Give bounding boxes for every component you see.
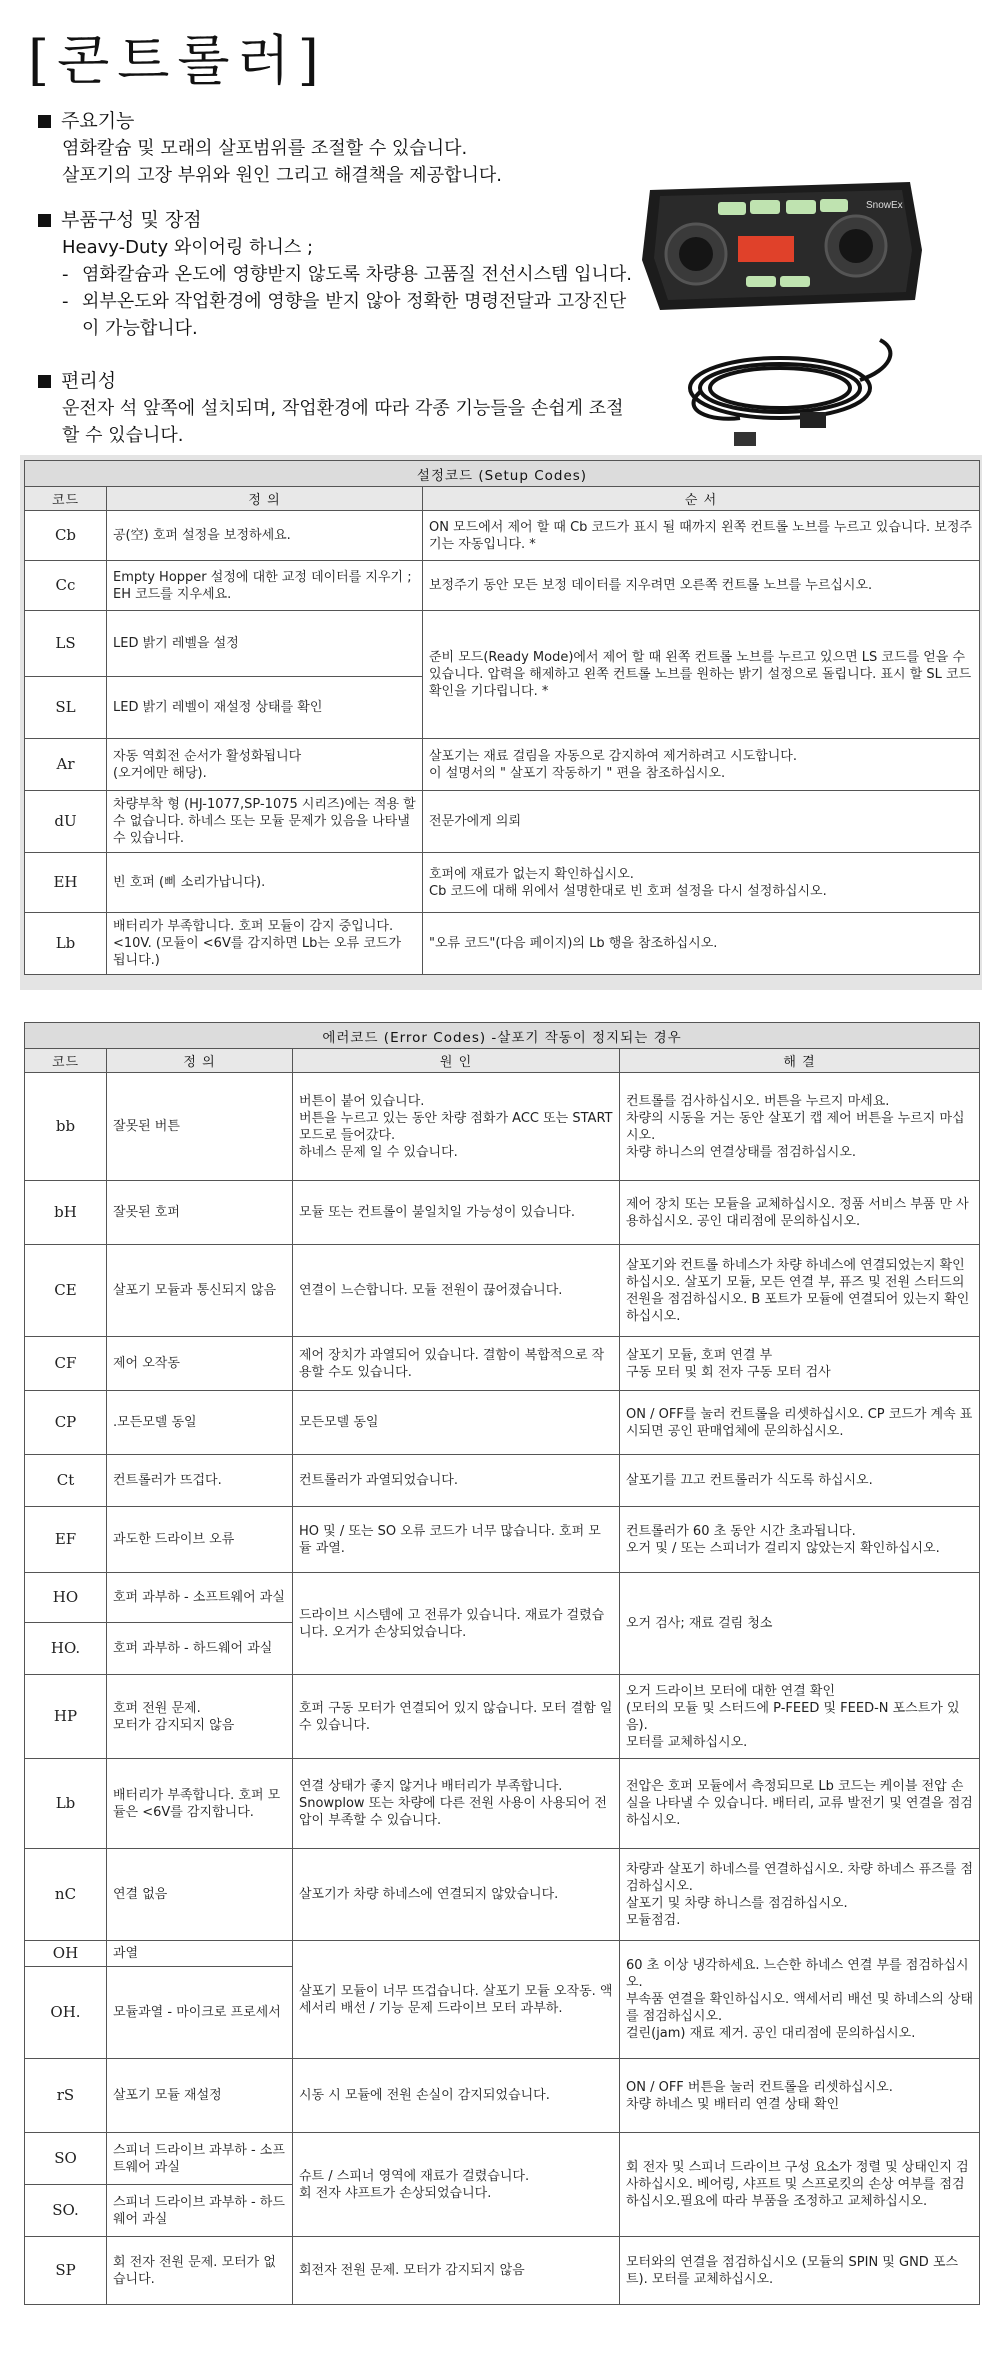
wiring-harness-icon <box>690 340 890 419</box>
definition-cell: 모듈과열 - 마이크로 프로세서 <box>107 1967 293 2059</box>
definition-cell: 자동 역회전 순서가 활성화됩니다 (오거에만 해당). <box>107 739 423 791</box>
code-cell: OH <box>25 1941 107 1967</box>
definition-cell: Empty Hopper 설정에 대한 교정 데이터를 지우기 ; EH 코드를 지우세요. <box>107 561 423 611</box>
controller-product-image <box>630 160 930 450</box>
definition-cell: .모든모델 동일 <box>107 1391 293 1455</box>
cause-cell: 회전자 전원 문제. 모터가 감지되지 않음 <box>293 2237 620 2305</box>
code-cell: bb <box>25 1073 107 1181</box>
cause-cell: 모듈 또는 컨트롤이 불일치일 가능성이 있습니다. <box>293 1181 620 1245</box>
code-cell: EH <box>25 853 107 913</box>
cause-cell: 연결이 느슨합니다. 모듈 전원이 끊어졌습니다. <box>293 1245 620 1337</box>
solution-cell: 전압은 호퍼 모듈에서 측정되므로 Lb 코드는 케이블 전압 손실을 나타낼 수 있습니다. 배터리, 교류 발전기 및 연결을 점검하십시오. <box>620 1759 980 1849</box>
code-cell: SO. <box>25 2185 107 2237</box>
table-row <box>25 1181 980 1245</box>
definition-cell: 호퍼 과부하 - 소프트웨어 과실 <box>107 1573 293 1623</box>
code-cell: Ct <box>25 1455 107 1507</box>
connector-icon <box>800 412 826 428</box>
solution-cell: 살포기를 끄고 컨트롤러가 식도록 하십시오. <box>620 1455 980 1507</box>
code-cell: dU <box>25 791 107 853</box>
cause-cell: 드라이브 시스템에 고 전류가 있습니다. 재료가 걸렸습니다. 오거가 손상되었습니다. <box>293 1573 620 1675</box>
solution-cell: 살포기와 컨트롤 하네스가 차량 하네스에 연결되었는지 확인하십시오. 살포기 모듈, 모든 연결 부, 퓨즈 및 전원 스터드의 전원을 점검하십시오. B 포트가 모듈에 연결되어 있는지 확인하십시오. <box>620 1245 980 1337</box>
setup-table-title: 설정코드 (Setup Codes) <box>25 461 980 487</box>
intro-sections <box>38 108 638 467</box>
solution-cell: 컨트롤를 검사하십시오. 버튼을 누르지 마세요. 차량의 시동을 거는 동안 살포기 캡 제어 버튼을 누르지 마십시오. 차량 하니스의 연결상태를 점검하십시오. <box>620 1073 980 1181</box>
section-heading: 부품구성 및 장점 <box>61 209 202 231</box>
definition-cell: 스피너 드라이브 과부하 - 소프트웨어 과실 <box>107 2133 293 2185</box>
definition-cell: 배터리가 부족합니다. 호퍼 모듈은 <6V를 감지합니다. <box>107 1759 293 1849</box>
table-row <box>25 1849 980 1941</box>
solution-cell: ON / OFF를 눌러 컨트롤을 리셋하십시오. CP 코드가 계속 표시되면 공인 판매업체에 문의하십시오. <box>620 1391 980 1455</box>
cause-cell: 살포기가 차량 하네스에 연결되지 않았습니다. <box>293 1849 620 1941</box>
table-row <box>25 2133 980 2185</box>
col-header: 해 결 <box>620 1049 980 1073</box>
table-row <box>25 611 980 677</box>
cause-cell: 호퍼 구동 모터가 연결되어 있지 않습니다. 모터 결함 일 수 있습니다. <box>293 1675 620 1759</box>
table-row <box>25 913 980 975</box>
definition-cell: 스피너 드라이브 과부하 - 하드웨어 과실 <box>107 2185 293 2237</box>
table-row <box>25 1507 980 1573</box>
table-row <box>25 1759 980 1849</box>
definition-cell: 과열 <box>107 1941 293 1967</box>
code-cell: Lb <box>25 913 107 975</box>
controller-unit-icon <box>642 182 922 310</box>
solution-cell: ON / OFF 버튼을 눌러 컨트롤을 리셋하십시오. 차량 하네스 및 배터리 연결 상태 확인 <box>620 2059 980 2133</box>
code-cell: CF <box>25 1337 107 1391</box>
code-cell: Cc <box>25 561 107 611</box>
cause-cell: 모든모델 동일 <box>293 1391 620 1455</box>
section-convenience <box>38 368 638 449</box>
bullet-text: 염화칼슘과 온도에 영향받지 않도록 차량용 고품질 전선시스템 입니다. <box>82 264 633 285</box>
bullet-square-icon <box>38 375 51 388</box>
col-header: 순 서 <box>423 487 980 511</box>
table-row <box>25 1941 980 1967</box>
table-row <box>25 1073 980 1181</box>
section-line: 운전자 석 앞쪽에 설치되며, 작업환경에 따라 각종 기능들을 손쉽게 조절할 수 있습니다. <box>62 398 624 446</box>
definition-cell: 잘못된 버튼 <box>107 1073 293 1181</box>
section-heading: 편리성 <box>61 370 117 392</box>
solution-cell: 차량과 살포기 하네스를 연결하십시오. 차량 하네스 퓨즈를 점검하십시오. 살포기 및 차량 하니스를 점검하십시오. 모듈점검. <box>620 1849 980 1941</box>
bullet-text: 외부온도와 작업환경에 영향을 받지 않아 정확한 명령전달과 고장진단이 가능합니다. <box>82 291 627 339</box>
code-cell: SL <box>25 677 107 739</box>
table-row <box>25 1337 980 1391</box>
definition-cell: 과도한 드라이브 오류 <box>107 1507 293 1573</box>
section-line: 살포기의 고장 부위와 원인 그리고 해결책을 제공합니다. <box>62 165 502 186</box>
cause-cell: 버튼이 붙어 있습니다. 버튼을 누르고 있는 동안 차량 점화가 ACC 또는 START 모드로 들어갔다. 하네스 문제 일 수 있습니다. <box>293 1073 620 1181</box>
col-header: 코드 <box>25 1049 107 1073</box>
definition-cell: LED 밝기 레벨이 재설정 상태를 확인 <box>107 677 423 739</box>
code-cell: CP <box>25 1391 107 1455</box>
definition-cell: 잘못된 호퍼 <box>107 1181 293 1245</box>
section-heading: 주요기능 <box>61 110 135 132</box>
definition-cell: 회 전자 전원 문제. 모터가 없습니다. <box>107 2237 293 2305</box>
section-parts: 부품구성 및 장점 Heavy-Duty 와이어링 하니스 ; - 염화칼슘과 온도에 영향받지 않도록 차량용 고품질 전선시스템 입니다. - 외부온도와 작업환경에 영향을 받지 않아 정확한 명령전달과 고장진단이 가능합니다. <box>38 207 638 342</box>
solution-cell: 모터와의 연결을 점검하십시오 (모듈의 SPIN 및 GND 포스트). 모터를 교체하십시오. <box>620 2237 980 2305</box>
table-row <box>25 1573 980 1623</box>
cause-cell: 컨트롤러가 과열되었습니다. <box>293 1455 620 1507</box>
definition-cell: 호퍼 과부하 - 하드웨어 과실 <box>107 1623 293 1675</box>
section-main-functions <box>38 108 638 189</box>
cause-cell: 슈트 / 스피너 영역에 재료가 걸렸습니다. 회 전자 샤프트가 손상되었습니다. <box>293 2133 620 2237</box>
connector-icon <box>734 432 756 446</box>
brand-logo: SnowEx <box>866 200 903 211</box>
bullet-square-icon <box>38 214 51 227</box>
error-table-title: 에러코드 (Error Codes) -살포기 작동이 정지되는 경우 <box>25 1023 980 1049</box>
code-cell: bH <box>25 1181 107 1245</box>
procedure-cell: 보정주기 동안 모든 보정 데이터를 지우려면 오른쪽 컨트롤 노브를 누르십시오. <box>423 561 980 611</box>
cause-cell: 살포기 모듈이 너무 뜨겁습니다. 살포기 모듈 오작동. 액세서리 배선 / 기능 문제 드라이브 모터 과부하. <box>293 1941 620 2059</box>
procedure-cell: 호퍼에 재료가 없는지 확인하십시오. Cb 코드에 대해 위에서 설명한대로 빈 호퍼 설정을 다시 설정하십시오. <box>423 853 980 913</box>
definition-cell: 공(空) 호퍼 설정을 보정하세요. <box>107 511 423 561</box>
code-cell: CE <box>25 1245 107 1337</box>
solution-cell: 컨트롤러가 60 초 동안 시간 초과됩니다. 오거 및 / 또는 스피너가 걸리지 않았는지 확인하십시오. <box>620 1507 980 1573</box>
solution-cell: 회 전자 및 스피너 드라이브 구성 요소가 정렬 및 상태인지 검사하십시오. 베어링, 샤프트 및 스프로킷의 손상 여부를 점검하십시오.필요에 따라 부품을 조정하고 교체하십시오. <box>620 2133 980 2237</box>
code-cell: EF <box>25 1507 107 1573</box>
cause-cell: 시동 시 모듈에 전원 손실이 감지되었습니다. <box>293 2059 620 2133</box>
code-cell: SO <box>25 2133 107 2185</box>
definition-cell: 차량부착 형 (HJ-1077,SP-1075 시리즈)에는 적용 할 수 없습니다. 하네스 또는 모듈 문제가 있음을 나타낼 수 있습니다. <box>107 791 423 853</box>
solution-cell: 살포기 모듈, 호퍼 연결 부 구동 모터 및 회 전자 구동 모터 검사 <box>620 1337 980 1391</box>
code-cell: OH. <box>25 1967 107 2059</box>
definition-cell: 호퍼 전원 문제. 모터가 감지되지 않음 <box>107 1675 293 1759</box>
definition-cell: 살포기 모듈과 통신되지 않음 <box>107 1245 293 1337</box>
solution-cell: 오거 드라이브 모터에 대한 연결 확인 (모터의 모듈 및 스터드에 P-FEED 및 FEED-N 포스트가 있음). 모터를 교체하십시오. <box>620 1675 980 1759</box>
code-cell: LS <box>25 611 107 677</box>
table-row <box>25 1675 980 1759</box>
cause-cell: 연결 상태가 좋지 않거나 배터리가 부족합니다. Snowplow 또는 차량에 다른 전원 사용이 사용되어 전압이 부족할 수 있습니다. <box>293 1759 620 1849</box>
definition-cell: 제어 오작동 <box>107 1337 293 1391</box>
table-row <box>25 561 980 611</box>
table-row <box>25 1391 980 1455</box>
solution-cell: 제어 장치 또는 모듈을 교체하십시오. 정품 서비스 부품 만 사용하십시오. 공인 대리점에 문의하십시오. <box>620 1181 980 1245</box>
code-cell: nC <box>25 1849 107 1941</box>
procedure-cell: 전문가에게 의뢰 <box>423 791 980 853</box>
procedure-cell: 살포기는 재료 걸림을 자동으로 감지하여 제거하려고 시도합니다. 이 설명서의 " 살포기 작동하기 " 편을 참조하십시오. <box>423 739 980 791</box>
definition-cell: 살포기 모듈 재설정 <box>107 2059 293 2133</box>
code-cell: Cb <box>25 511 107 561</box>
col-header: 원 인 <box>293 1049 620 1073</box>
table-row <box>25 511 980 561</box>
setup-table <box>24 460 980 975</box>
solution-cell: 60 초 이상 냉각하세요. 느슨한 하네스 연결 부를 점검하십시오. 부속품 연결을 확인하십시오. 액세서리 배선 및 하네스의 상태를 점검하십시오. 걸린(jam) 재료 제거. 공인 대리점에 문의하십시오. <box>620 1941 980 2059</box>
col-header: 정 의 <box>107 1049 293 1073</box>
solution-cell: 오거 검사; 재료 걸림 청소 <box>620 1573 980 1675</box>
code-cell: SP <box>25 2237 107 2305</box>
bullet-square-icon <box>38 115 51 128</box>
definition-cell: 연결 없음 <box>107 1849 293 1941</box>
procedure-cell: "오류 코드"(다음 페이지)의 Lb 행을 참조하십시오. <box>423 913 980 975</box>
table-row <box>25 739 980 791</box>
definition-cell: 빈 호퍼 (삐 소리가납니다). <box>107 853 423 913</box>
code-cell: HO <box>25 1573 107 1623</box>
code-cell: Ar <box>25 739 107 791</box>
cause-cell: HO 및 / 또는 SO 오류 코드가 너무 많습니다. 호퍼 모듈 과열. <box>293 1507 620 1573</box>
code-cell: Lb <box>25 1759 107 1849</box>
code-cell: HO. <box>25 1623 107 1675</box>
code-cell: HP <box>25 1675 107 1759</box>
section-line: 염화칼슘 및 모래의 살포범위를 조절할 수 있습니다. <box>62 138 468 159</box>
code-cell: rS <box>25 2059 107 2133</box>
table-row <box>25 2059 980 2133</box>
table-row <box>25 2237 980 2305</box>
table-row <box>25 853 980 913</box>
page-title: [콘트롤러] <box>28 29 327 92</box>
definition-cell: 배터리가 부족합니다. 호퍼 모듈이 감지 중입니다. <10V. (모듈이 <6V를 감지하면 Lb는 오류 코드가 됩니다.) <box>107 913 423 975</box>
procedure-cell: ON 모드에서 제어 할 때 Cb 코드가 표시 될 때까지 왼쪽 컨트롤 노브를 누르고 있습니다. 보정주기는 자동입니다. * <box>423 511 980 561</box>
section-line: Heavy-Duty 와이어링 하니스 ; <box>62 237 314 258</box>
definition-cell: LED 밝기 레벨을 설정 <box>107 611 423 677</box>
cause-cell: 제어 장치가 과열되어 있습니다. 결함이 복합적으로 작용할 수도 있습니다. <box>293 1337 620 1391</box>
definition-cell: 컨트롤러가 뜨겁다. <box>107 1455 293 1507</box>
procedure-cell: 준비 모드(Ready Mode)에서 제어 할 때 왼쪽 컨트롤 노브를 누르고 있으면 LS 코드를 얻을 수 있습니다. 압력을 해제하고 왼쪽 컨트롤 노브를 원하는 밝기 설정으로 돌립니다. 표시 할 SL 코드 확인을 기다립니다. * <box>423 611 980 739</box>
col-header: 정 의 <box>107 487 423 511</box>
table-row <box>25 1245 980 1337</box>
table-row <box>25 791 980 853</box>
error-table <box>24 1022 980 2305</box>
col-header: 코드 <box>25 487 107 511</box>
table-row <box>25 1455 980 1507</box>
